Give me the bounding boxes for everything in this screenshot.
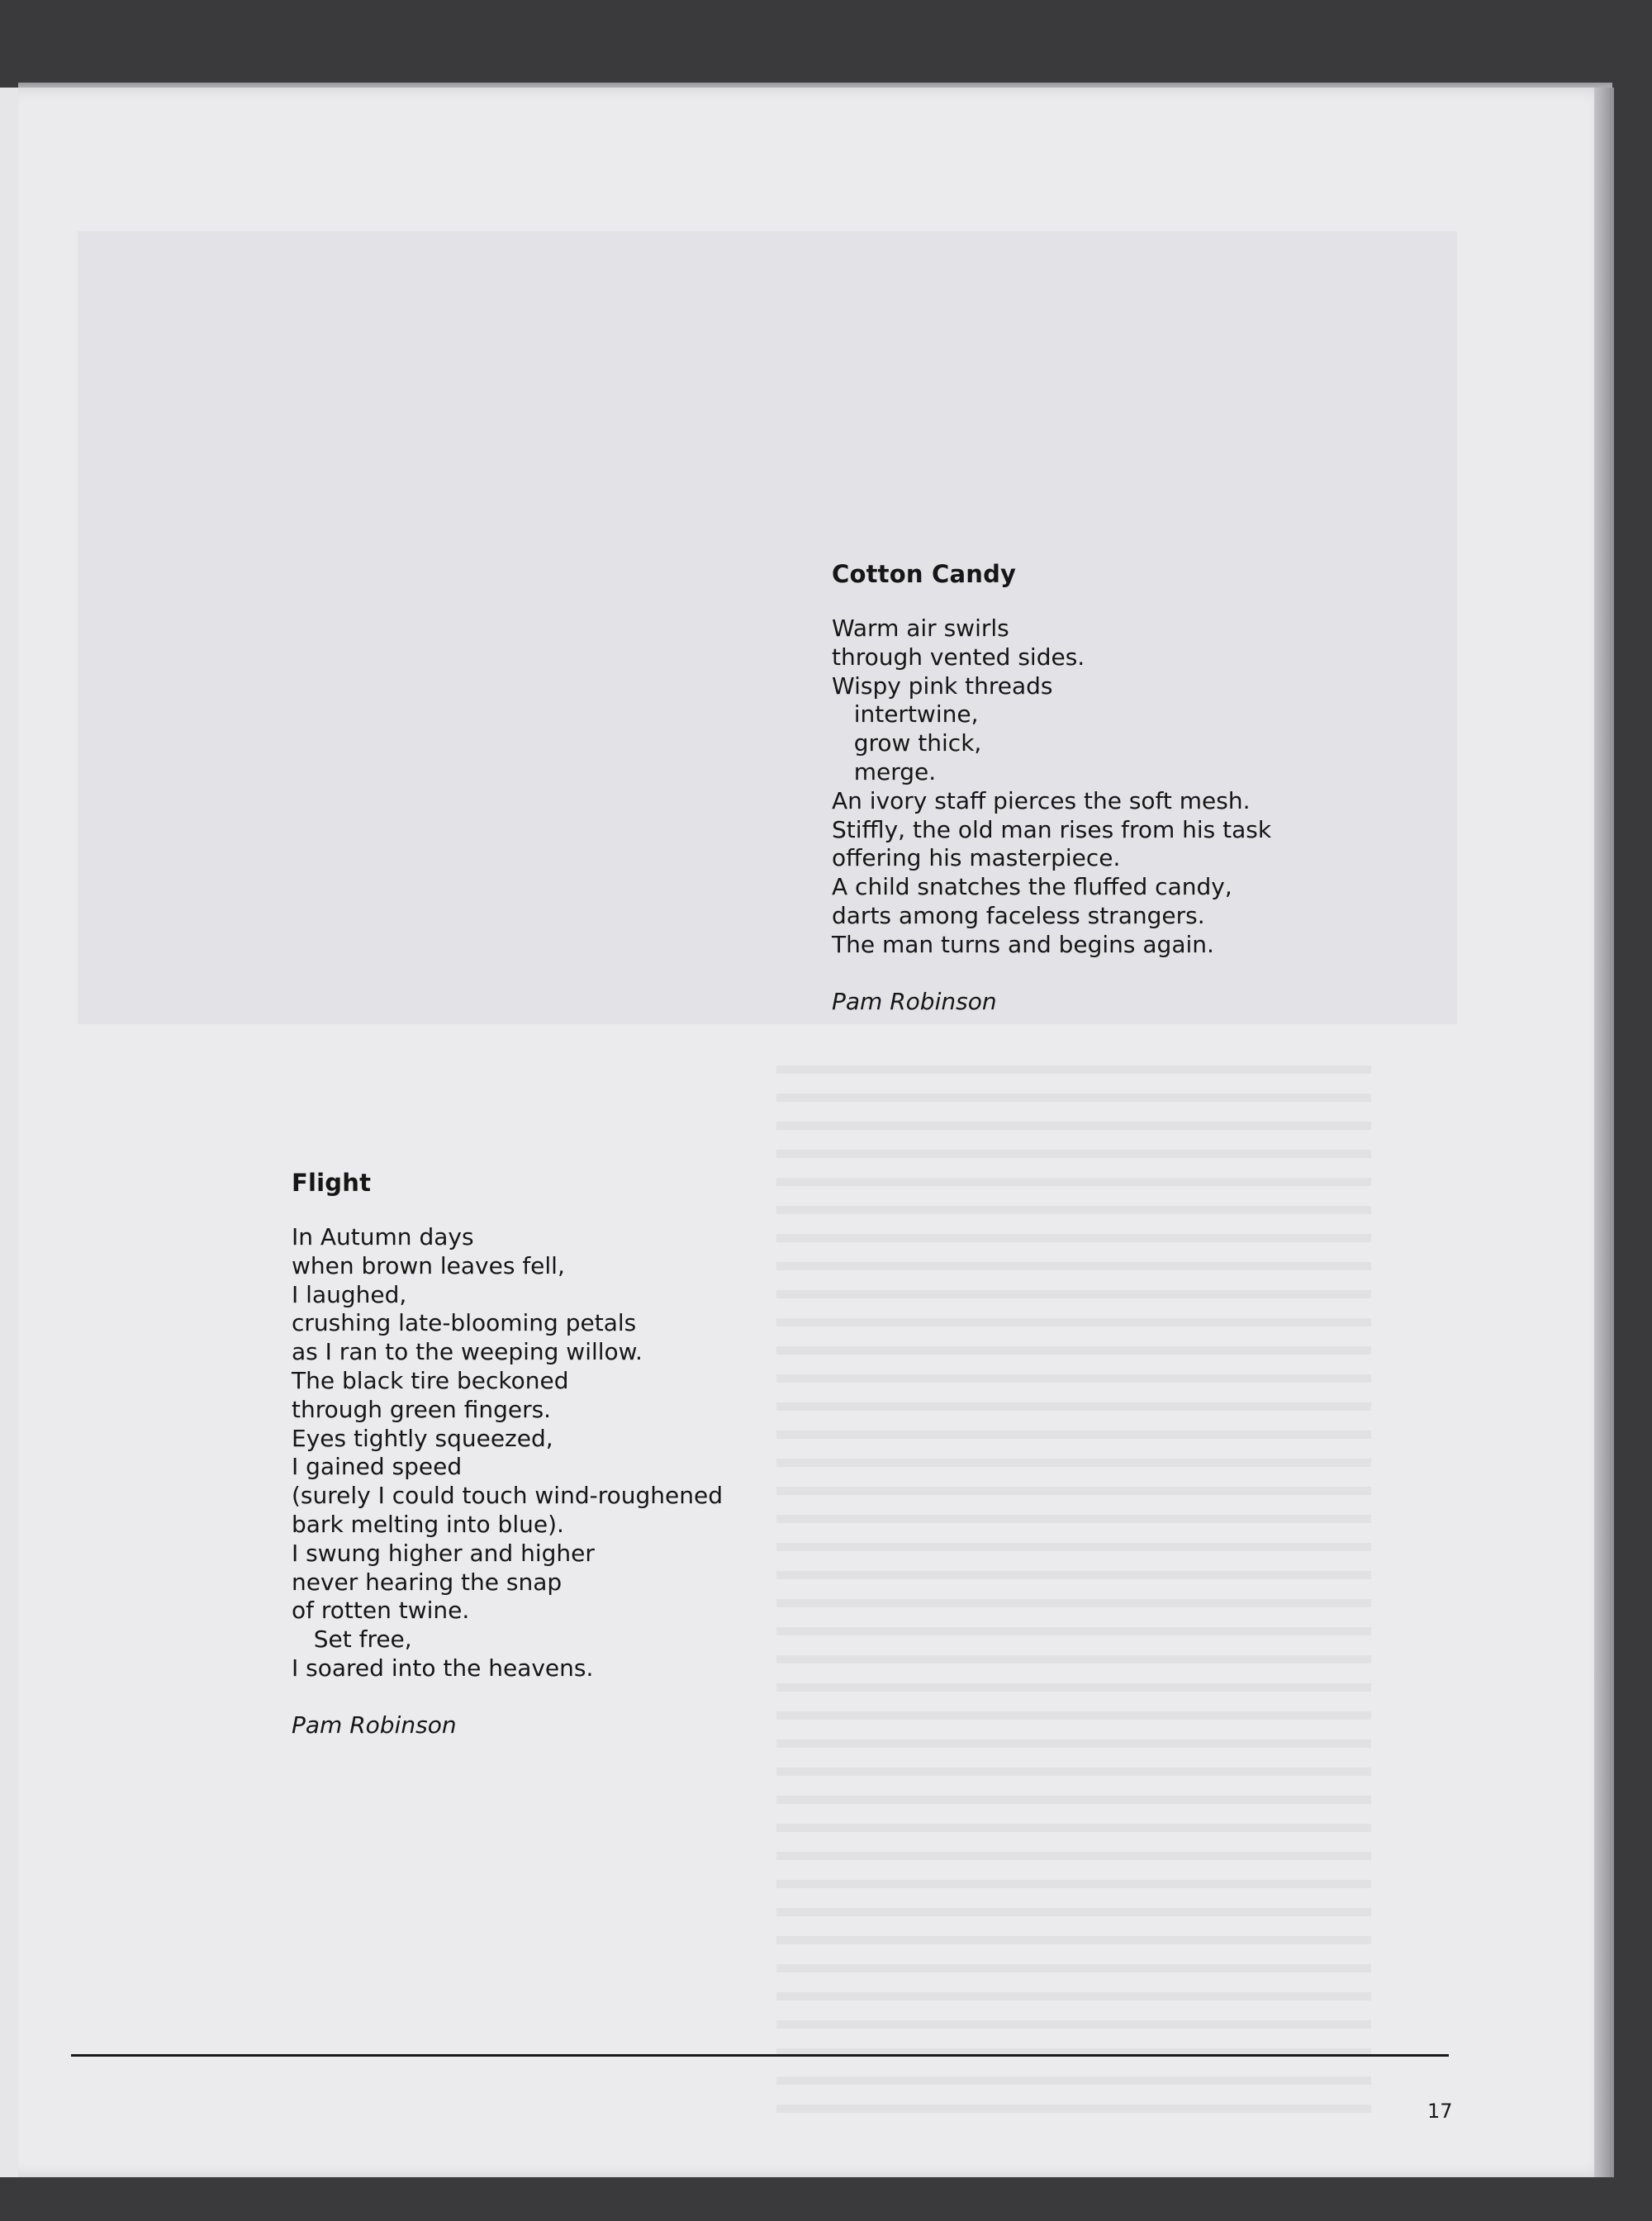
poem-line: I laughed, bbox=[292, 1280, 407, 1308]
poem-line: I swung higher and higher bbox=[292, 1539, 595, 1567]
poem-line: crushing late-blooming petals bbox=[292, 1309, 637, 1337]
poem-line: I soared into the heavens. bbox=[292, 1654, 594, 1682]
poem-author: Pam Robinson bbox=[292, 1711, 457, 1739]
poem-line: Set free, bbox=[292, 1625, 412, 1654]
poem-line: bark melting into blue). bbox=[292, 1510, 564, 1538]
poem-line: I gained speed bbox=[292, 1453, 463, 1481]
poem-line: never hearing the snap bbox=[292, 1568, 563, 1596]
poem-line: intertwine, bbox=[832, 700, 979, 728]
poem-line: The black tire beckoned bbox=[292, 1366, 569, 1394]
page-binding-fold bbox=[1594, 88, 1614, 2177]
footer-rule bbox=[71, 2054, 1449, 2057]
show-through-text bbox=[776, 1065, 1371, 2123]
page-left-edge bbox=[0, 88, 18, 2177]
poem-line: through vented sides. bbox=[832, 643, 1085, 671]
poem-line: as I ran to the weeping willow. bbox=[292, 1338, 643, 1366]
poem-line: offering his masterpiece. bbox=[832, 844, 1121, 872]
poem-line: darts among faceless strangers. bbox=[832, 901, 1205, 929]
poem-line: In Autumn days bbox=[292, 1223, 474, 1250]
poem-body bbox=[292, 1223, 723, 1683]
page-number: 17 bbox=[1427, 2100, 1453, 2123]
poem-line: Stiffly, the old man rises from his task bbox=[832, 815, 1272, 843]
poem-line: through green fingers. bbox=[292, 1395, 552, 1423]
poem-line: A child snatches the fluffed candy, bbox=[832, 873, 1232, 901]
poem-line: (surely I could touch wind-roughened bbox=[292, 1482, 723, 1510]
poem-author: Pam Robinson bbox=[832, 987, 997, 1015]
poem-line: An ivory staff pierces the soft mesh. bbox=[832, 786, 1251, 814]
poem-line: Wispy pink threads bbox=[832, 672, 1053, 700]
poem-line: The man turns and begins again. bbox=[832, 930, 1214, 958]
poem-line: when brown leaves fell, bbox=[292, 1251, 565, 1279]
poem-title: Flight bbox=[292, 1169, 372, 1197]
poem-flight bbox=[292, 1169, 723, 1739]
poem-title: Cotton Candy bbox=[832, 560, 1017, 588]
poem-line: Eyes tightly squeezed, bbox=[292, 1424, 553, 1452]
poem-line: Warm air swirls bbox=[832, 615, 1009, 642]
poem-line: merge. bbox=[832, 757, 937, 785]
poem-cotton-candy bbox=[832, 560, 1271, 1015]
poem-line: grow thick, bbox=[832, 729, 982, 757]
poem-line: of rotten twine. bbox=[292, 1597, 470, 1625]
poem-body bbox=[832, 615, 1271, 960]
